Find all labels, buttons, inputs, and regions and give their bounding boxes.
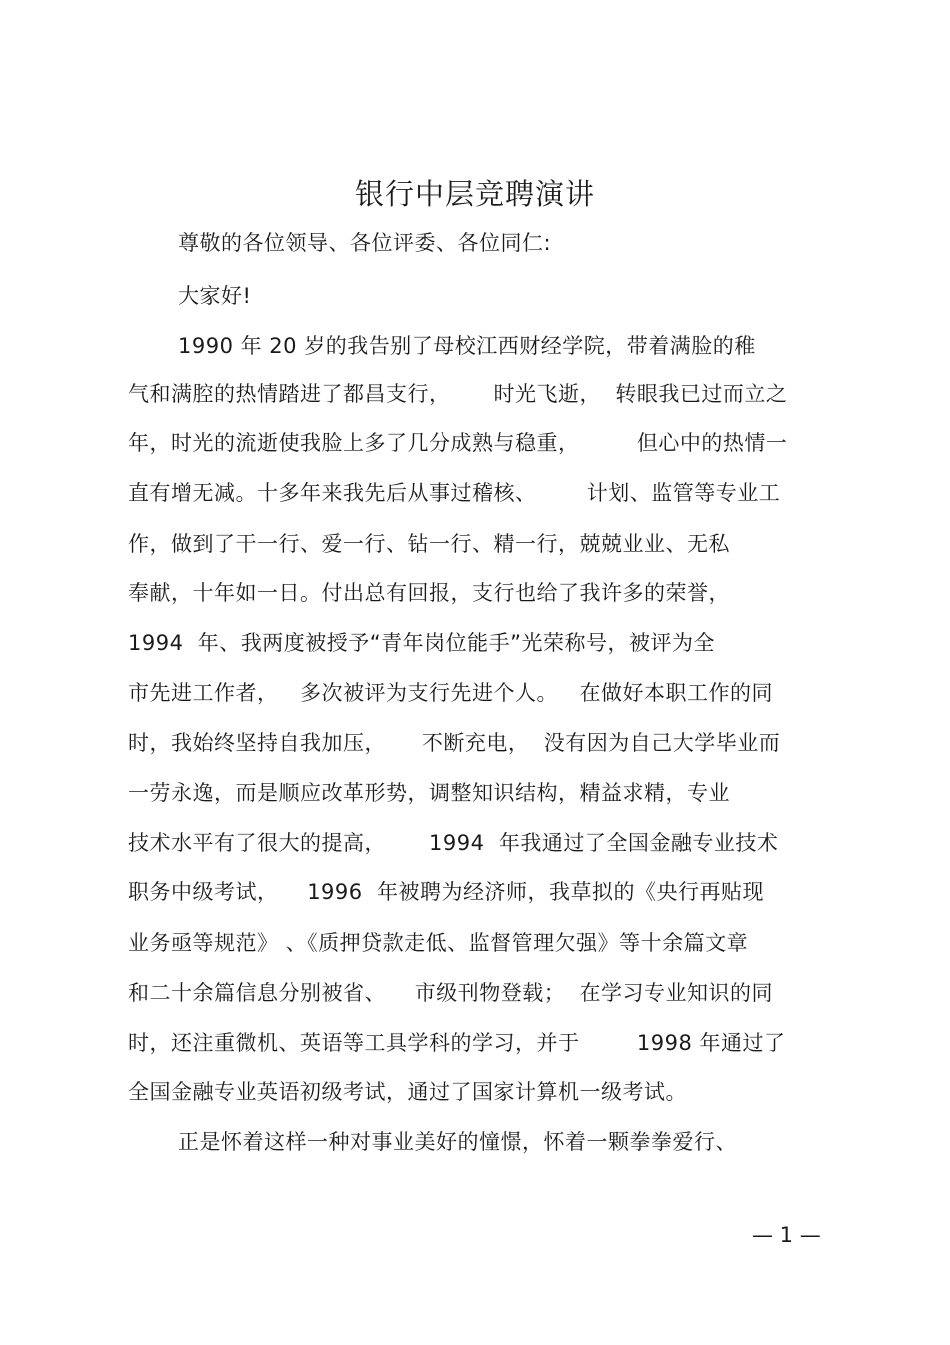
body-text-line: 年，时光的流逝使我脸上多了几分成熟与稳重， 但心中的热情一 <box>128 431 788 455</box>
body-text-line: 气和满腔的热情踏进了都昌支行， 时光飞逝， 转眼我已过而立之 <box>128 382 788 406</box>
body-text-line: 正是怀着这样一种对事业美好的憧憬，怀着一颗拳拳爱行、 <box>178 1130 737 1154</box>
document-title: 银行中层竞聘演讲 <box>354 177 595 211</box>
greeting-line: 大家好! <box>178 284 252 308</box>
body-text-line: 一劳永逸，而是顺应改革形势，调整知识结构，精益求精，专业 <box>128 781 730 805</box>
page-number: — 1 — <box>752 1223 821 1247</box>
salutation-line: 尊敬的各位领导、各位评委、各位同仁: <box>178 231 552 255</box>
body-text-line: 1990 年 20 岁的我告别了母校江西财经学院，带着满脸的稚 <box>178 334 756 358</box>
body-text-line: 时，我始终坚持自我加压， 不断充电， 没有因为自己大学毕业而 <box>128 731 781 755</box>
body-text-line: 和二十余篇信息分别被省、 市级刊物登载； 在学习专业知识的同 <box>128 981 774 1005</box>
body-text-line: 技术水平有了很大的提高， 1994 年我通过了全国金融专业技术 <box>128 831 779 855</box>
body-text-line: 直有增无减。十多年来我先后从事过稽核、 计划、监管等专业工 <box>128 481 781 505</box>
body-text-line: 业务亟等规范》 、《质押贷款走低、监督管理欠强》等十余篇文章 <box>128 931 749 955</box>
body-text-line: 职务中级考试， 1996 年被聘为经济师，我草拟的《央行再贴现 <box>128 880 764 904</box>
body-text-line: 时，还注重微机、英语等工具学科的学习，并于 1998 年通过了 <box>128 1031 786 1055</box>
body-text-line: 作，做到了干一行、爱一行、钻一行、精一行，兢兢业业、无私 <box>128 532 730 556</box>
body-text-line: 1994 年、我两度被授予“青年岗位能手”光荣称号，被评为全 <box>128 631 716 655</box>
body-text-line: 全国金融专业英语初级考试，通过了国家计算机一级考试。 <box>128 1080 687 1104</box>
body-text-line: 奉献，十年如一日。付出总有回报，支行也给了我许多的荣誉， <box>128 581 730 605</box>
body-text-line: 市先进工作者， 多次被评为支行先进个人。 在做好本职工作的同 <box>128 681 774 705</box>
